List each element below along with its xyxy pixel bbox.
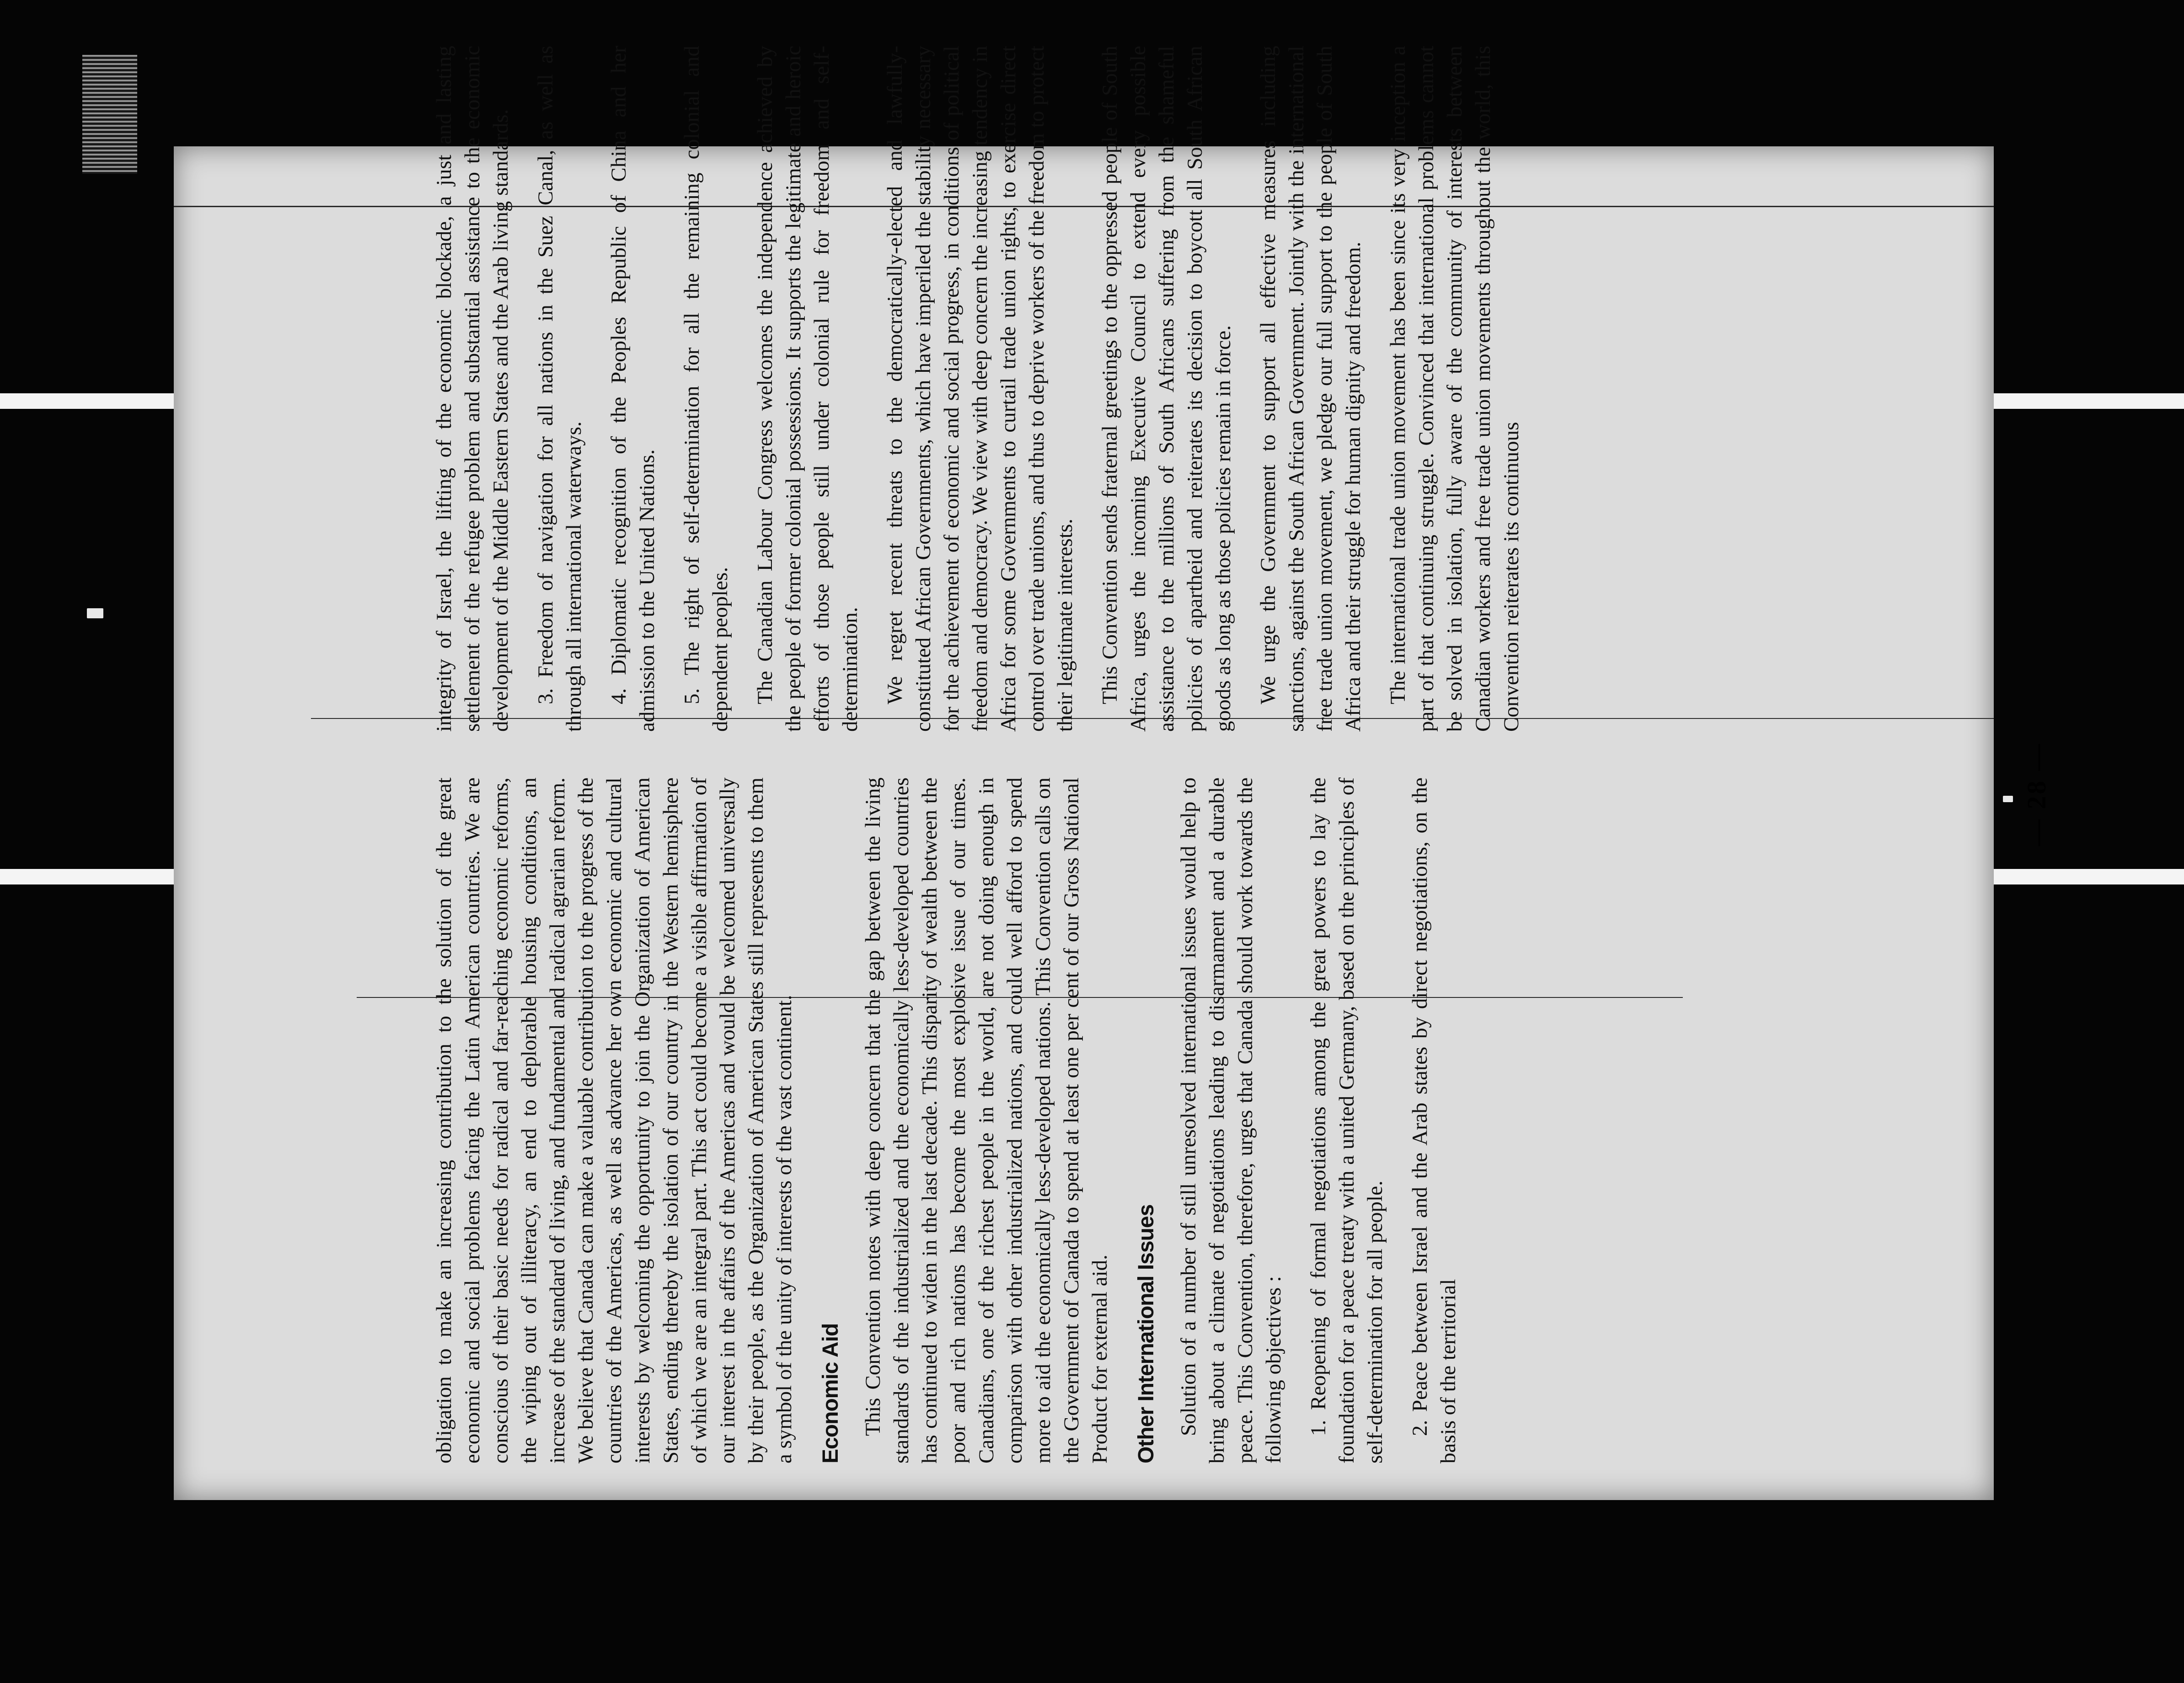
scanner-strip-left-lower — [0, 869, 201, 884]
paragraph: integrity of Israel, the lifting of the economic blockade, a just and lasting settlement of the refugee problem and substantial assistance to the economic development of the Middle Eastern States and the Arab living standards. — [432, 46, 513, 732]
list-item: 2. Peace between Israel and the Arab states by direct negotiations, on the basis of the territorial — [1408, 777, 1460, 1463]
scanner-strip-right-lower — [1985, 869, 2184, 884]
list-item: 4. Diplomatic recognition of the Peoples Republic of China and her admission to the United Nations. — [607, 46, 659, 732]
list-item: 3. Freedom of navigation for all nations in the Suez Canal, as well as through all international waterways. — [534, 46, 586, 732]
scanned-page — [174, 46, 2051, 1500]
right-column — [430, 46, 1542, 732]
scanner-mark — [87, 608, 103, 618]
list-item: 1. Reopening of formal negotiations among the great powers to lay the foundation for a peace treaty with a united Germany, based on the principles of self-determination for all people. — [1306, 777, 1387, 1463]
paragraph: This Convention notes with deep concern that the gap between the living standards of the industrialized and the economically less-developed countries has continued to widen in the last decade. This disparity of wealth between the poor and rich nations has become the most explosive issue of our times. Canadians, one of the richest people in the world, are not doing enough in comparison with other industrialized nations, and could well afford to spend more to aid the economically less-developed nations. This Convention calls on the Government of Canada to spend at least one per cent of our Gross National Product for external aid. — [861, 777, 1112, 1463]
page-number: — 28 — — [2022, 742, 2051, 846]
paragraph: The international trade union movement has been since its very inception a part of that continuing struggle. Convinced that international problems cannot be solved in isolation, fully aware of the community of interests between Canadian workers and free trade union movements throughout the world, this Convention reiterates its continuous — [1386, 46, 1523, 732]
rotated-text-block — [430, 46, 2051, 1463]
scanner-mark — [2003, 796, 2013, 802]
left-column — [430, 777, 1479, 1463]
section-heading-other-issues: Other International Issues — [1134, 1204, 1158, 1463]
list-item: 5. The right of self-determination for all the remaining colonial and dependent peoples. — [680, 46, 732, 732]
paragraph: The Canadian Labour Congress welcomes the independence achieved by the people of former colonial possessions. It supports the legitimate and heroic efforts of those people still under colonial rule for freedom and self-determination. — [753, 46, 862, 732]
paragraph: We urge the Government to support all effective measures including sanctions, against the South African Government. Jointly with the international free trade union movement, we pledge our full support to the people of South Africa and their struggle for human dignity and freedom. — [1256, 46, 1365, 732]
paragraph: Solution of a number of still unresolved international issues would help to bring about a climate of negotiations leading to disarmament and a durable peace. This Convention, therefore, urges that Canada should work towards the following objectives : — [1177, 777, 1285, 1463]
scanner-strip-left-upper — [0, 393, 201, 409]
section-heading-economic-aid: Economic Aid — [819, 1323, 843, 1463]
paragraph: We regret recent threats to the democratically-elected and lawfully-constituted African Governments, which have imperiled the stability necessary for the achievement of economic and social progress, in conditions of political freedom and democracy. We view with deep concern the increasing tendency in Africa for some Governments to curtail trade union rights, to exercise direct control over trade unions, and thus to deprive workers of the freedom to protect their legitimate interests. — [883, 46, 1077, 732]
paragraph: obligation to make an increasing contribution to the solution of the great economic and social problems facing the Latin American countries. We are conscious of their basic needs for radical and far-reaching economic reforms, the wiping out of illiteracy, an end to deplorable housing conditions, an increase of the standard of living, and fundamental and radical agrarian reform. We believe that Canada can make a valuable contribution to the progress of the countries of the Americas, as well as advance her own economic and cultural interests by welcoming the opportunity to join the Organization of American States, ending thereby the isolation of our country in the Western hemisphere of which we are an integral part. This act could become a visible affirmation of our interest in the affairs of the Americas and would be welcomed universally by their people, as the Organization of American States still represents to them a symbol of the unity of interests of the vast continent. — [432, 777, 796, 1463]
scanner-edge-noise — [82, 55, 137, 174]
scanner-strip-right-upper — [1985, 393, 2184, 409]
paragraph: This Convention sends fraternal greetings to the oppressed people of South Africa, urges the incoming Executive Council to extend every possible assistance to the millions of South Africans suffering from the shameful policies of apartheid and reiterates its decision to boycott all South African goods as long as those policies remain in force. — [1098, 46, 1235, 732]
